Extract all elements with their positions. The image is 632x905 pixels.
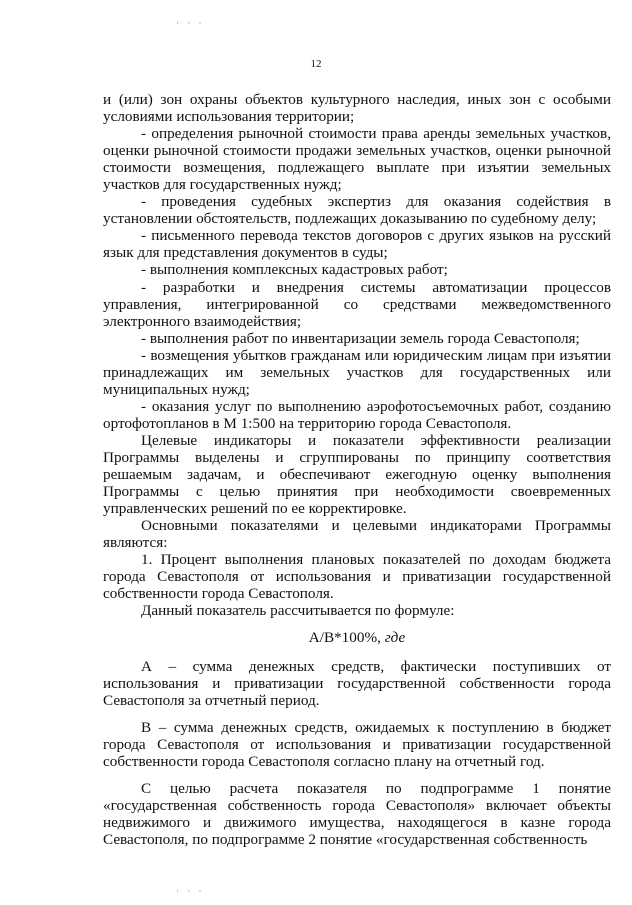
list-item: - оказания услуг по выполнению аэрофотосъемочных работ, созданию ортофотопланов в М 1:500 на территорию города Севастополя.	[103, 397, 611, 432]
paragraph: и (или) зон охраны объектов культурного наследия, иных зон с особыми условиями использования территории;	[103, 91, 611, 126]
list-item: - выполнения комплексных кадастровых работ;	[141, 261, 448, 279]
paragraph: Основными показателями и целевыми индикаторами Программы являются:	[103, 517, 611, 552]
definition-b: В – сумма денежных средств, ожидаемых к поступлению в бюджет города Севастополя от использования и приватизации государственной собственности города Севастополя согласно плану на отчетный год.	[103, 718, 611, 770]
list-item: - определения рыночной стоимости права аренды земельных участков, оценки рыночной стоимости продажи земельных участков, оценки рыночной стоимости возмещения, подлежащего выплате при изъятии земельных участков для государственных нужд;	[103, 125, 611, 194]
numbered-item: 1. Процент выполнения плановых показателей по доходам бюджета города Севастополя от использования и приватизации государственной собственности города Севастополя.	[103, 551, 611, 603]
list-item: - разработки и внедрения системы автоматизации процессов управления, интегрированной со средствами межведомственного электронного взаимодействия;	[103, 278, 611, 330]
definition-a: А – сумма денежных средств, фактически поступивших от использования и приватизации государственной собственности города Севастополя за отчетный период.	[103, 657, 611, 709]
list-item: - выполнения работ по инвентаризации земель города Севастополя;	[141, 329, 580, 347]
list-item: - возмещения убытков гражданам или юридическим лицам при изъятии принадлежащих им земельных участков для государственных или муниципальных нужд;	[103, 346, 611, 398]
paragraph: Данный показатель рассчитывается по формуле:	[141, 602, 455, 620]
scan-speck: · · ·	[176, 18, 205, 28]
formula	[103, 629, 611, 646]
list-item: - проведения судебных экспертиз для оказания содействия в установлении обстоятельств, подлежащих доказыванию по судебному делу;	[103, 193, 611, 228]
list-item: - письменного перевода текстов договоров с других языков на русский язык для представления документов в суды;	[103, 227, 611, 262]
scan-speck: · · ·	[176, 886, 205, 896]
paragraph: С целью расчета показателя по подпрограмме 1 понятие «государственная собственность города Севастополя» включает объекты недвижимого и движимого имущества, находящегося в казне города Севастополя, по подпрограмме 2 понятие «государственная собственность	[103, 779, 611, 848]
paragraph: Целевые индикаторы и показатели эффективности реализации Программы выделены и сгруппированы по принципу соответствия решаемым задачам, и обеспечивают ежегодную оценку выполнения Программы с целью принятия при необходимости своевременных управленческих решений по ее корректировке.	[103, 431, 611, 518]
document-body	[103, 91, 611, 848]
page-number: 12	[310, 58, 322, 70]
formula-expression: A/B*100%,	[308, 629, 381, 647]
formula-suffix: где	[384, 629, 406, 647]
